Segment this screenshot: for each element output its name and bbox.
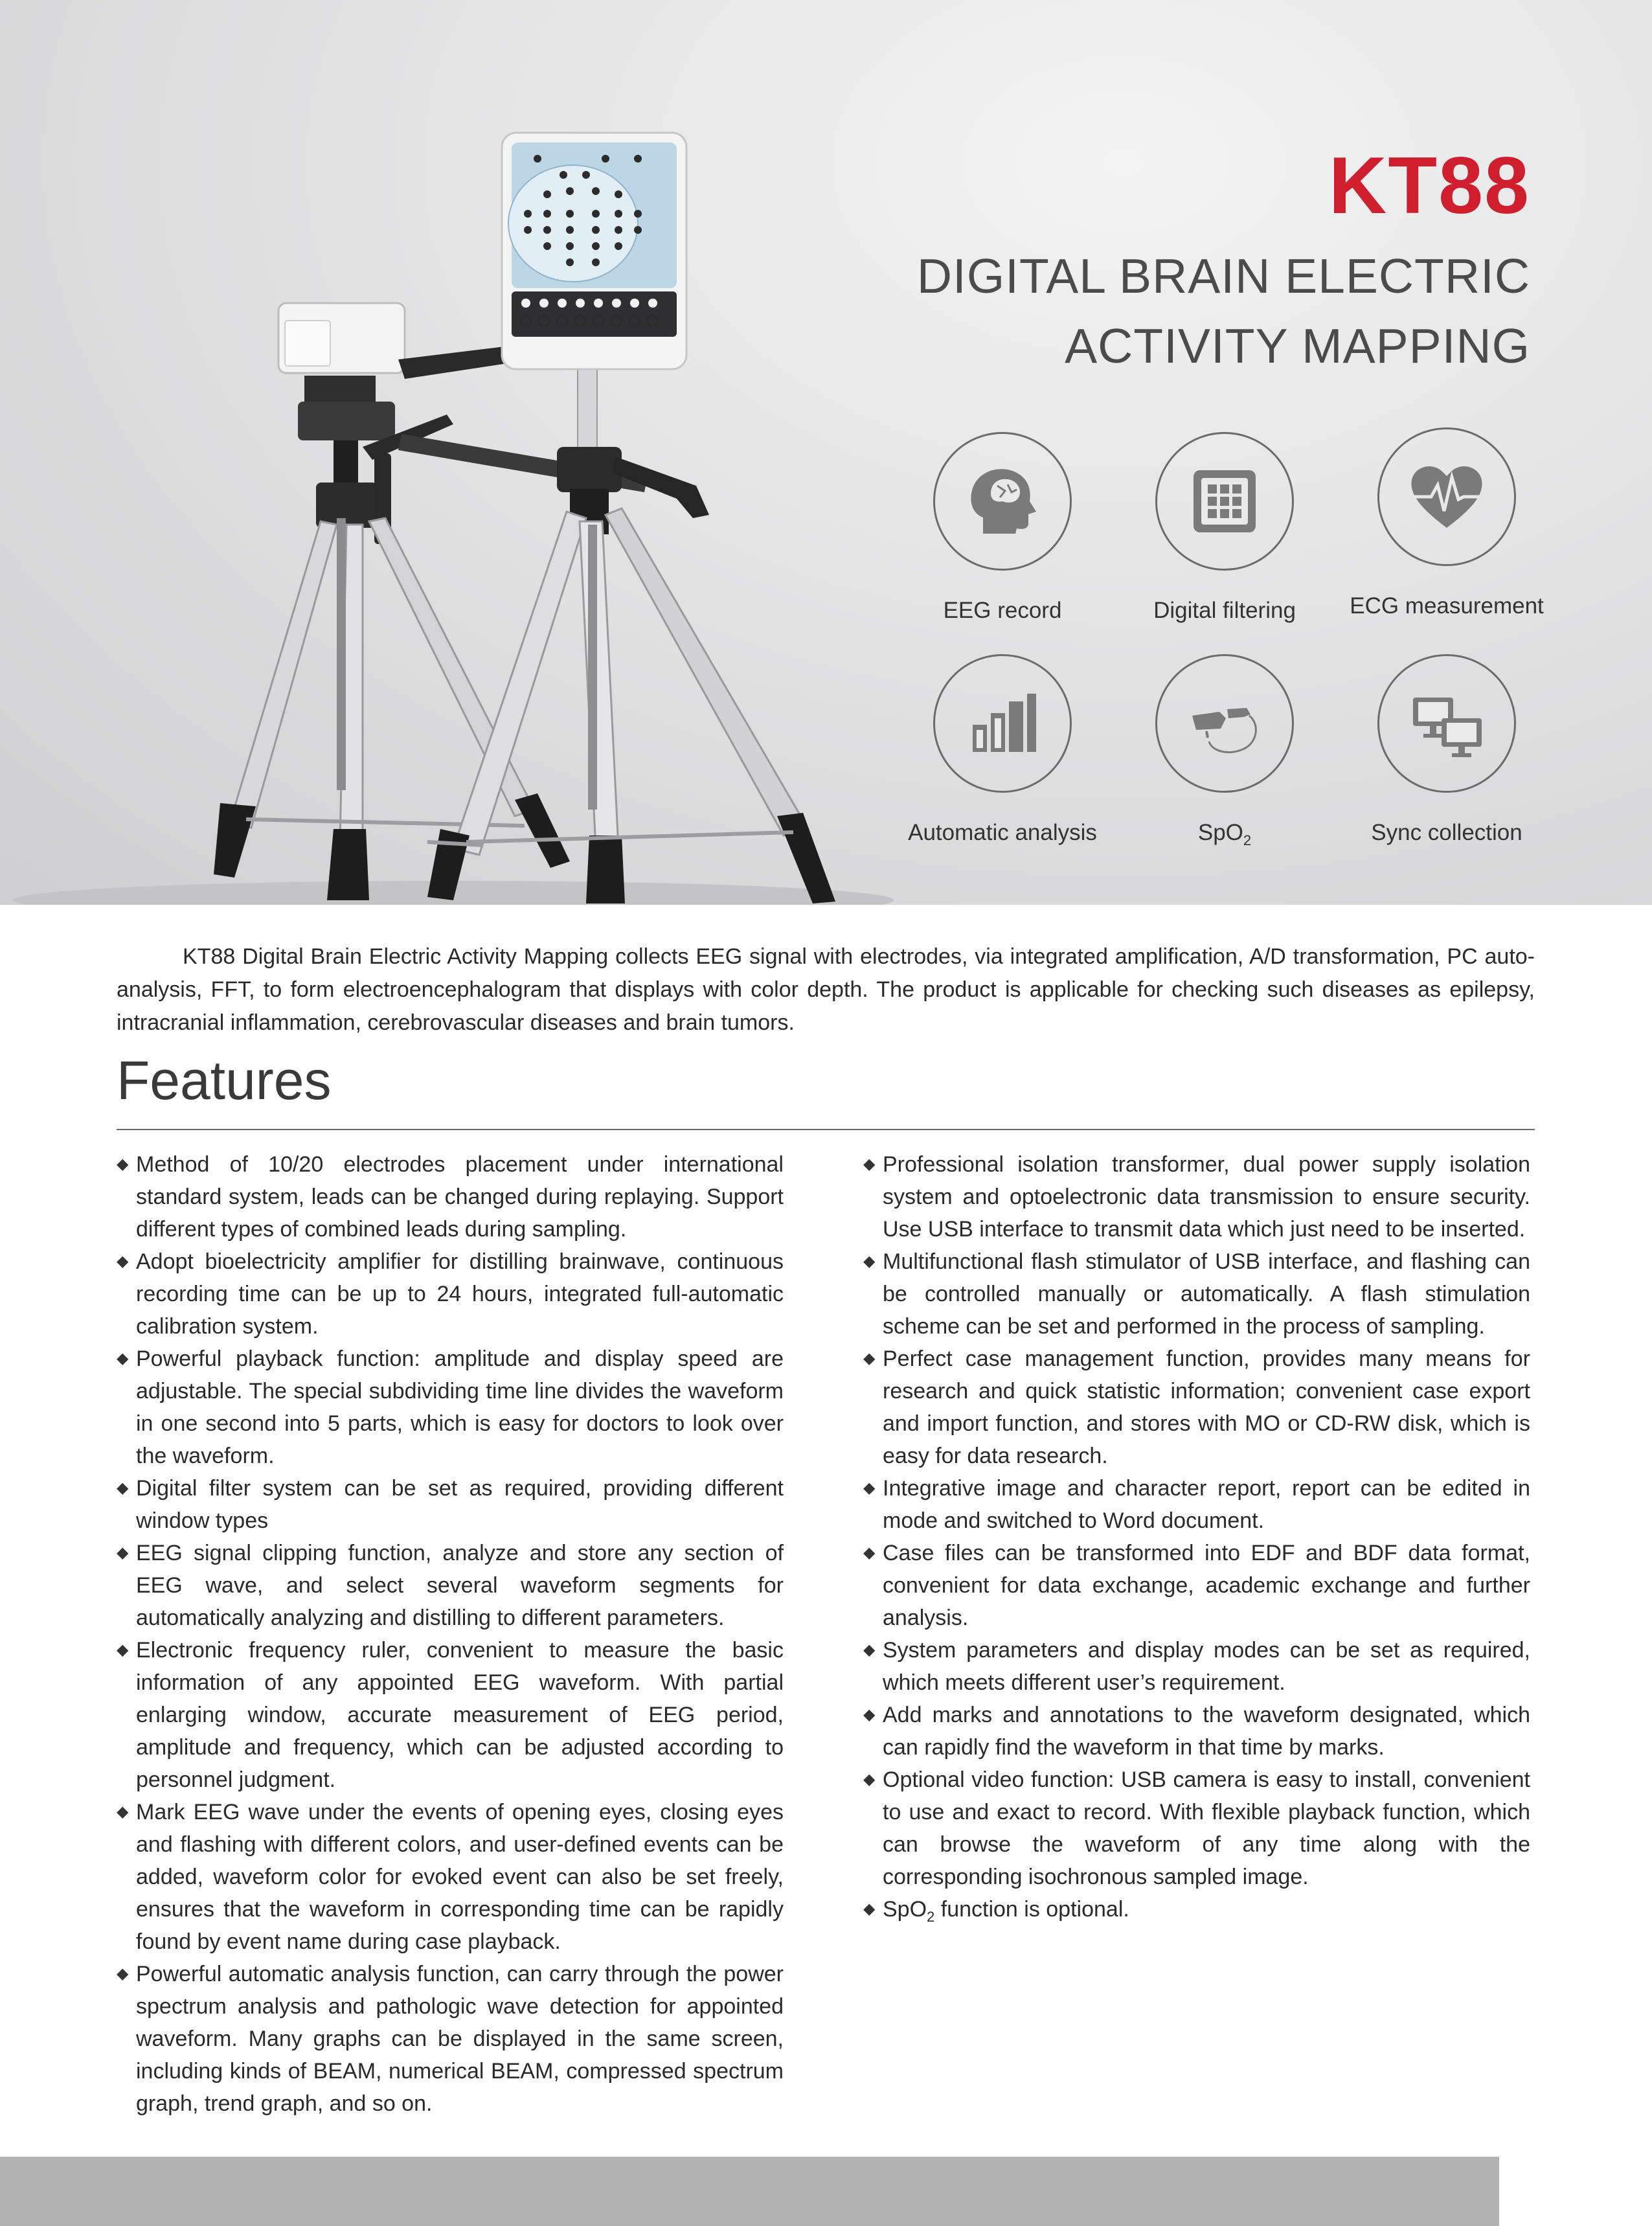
list-item: ◆ SpO$_2$ function is optional. xyxy=(863,1893,1530,1933)
grid-chip-icon xyxy=(1179,456,1270,547)
features-list-right xyxy=(863,1148,1530,1933)
list-item: ◆ Case files can be transformed into EDF and BDF data format, convenient for data exchange, academic exchange and further analysis. xyxy=(863,1537,1530,1634)
icon-label: Sync collection xyxy=(1371,820,1522,845)
subtitle-line-2: ACTIVITY MAPPING xyxy=(1065,319,1530,373)
product-subtitle xyxy=(818,241,1530,381)
list-item: ◆ Mark EEG wave under the events of opening eyes, closing eyes and flashing with different colors, and user-defined events can be added, waveform color for evoked event can also be set freely, ensures that the waveform in corresponding time can be rapidly found by event name during case playback. xyxy=(117,1796,784,1958)
list-item: ◆ Optional video function: USB camera is easy to install, convenient to use and exact to record. With flexible playback function, which can browse the waveform of any time along with the corresponding isochronous sampled image. xyxy=(863,1764,1530,1893)
list-item: ◆ Powerful automatic analysis function, can carry through the power spectrum analysis and pathologic wave detection for appointed waveform. Many graphs can be displayed in the same screen, including kinds of BEAM, numerical BEAM, compressed spectrum graph, trend graph, and so on. xyxy=(117,1958,784,2120)
list-item: ◆ EEG signal clipping function, analyze and store any section of EEG wave, and select several waveform segments for automatically analyzing and distilling to different parameters. xyxy=(117,1537,784,1634)
icon-label: Digital filtering xyxy=(1153,598,1296,623)
icon-label: EEG record xyxy=(943,598,1062,623)
flash-stimulator-tripod xyxy=(214,303,570,900)
list-item: ◆ Adopt bioelectricity amplifier for distilling brainwave, continuous recording time can be up to 24 hours, integrated full-automatic calibration system. xyxy=(117,1245,784,1343)
intro-paragraph: KT88 Digital Brain Electric Activity Mapping collects EEG signal with electrodes, via integrated amplification, A/D transformation, PC auto-analysis, FFT, to form electroencephalogram that displays with color depth. The product is applicable for checking such diseases as epilepsy, intracranial inflammation, cerebrovascular diseases and brain tumors. xyxy=(117,944,1535,1035)
feature-automatic-analysis xyxy=(886,654,1119,846)
heart-pulse-icon xyxy=(1401,451,1492,542)
feature-eeg-record xyxy=(886,432,1119,624)
finger-clip-sensor-icon xyxy=(1179,678,1270,769)
features-heading: Features xyxy=(117,1050,332,1111)
feature-sync-collection xyxy=(1330,654,1563,846)
icon-label: Automatic analysis xyxy=(908,820,1097,845)
feature-spo2 xyxy=(1108,654,1341,849)
list-item: ◆ Integrative image and character report, report can be edited in mode and switched to Word document. xyxy=(863,1472,1530,1537)
list-item: ◆ Multifunctional flash stimulator of USB interface, and flashing can be controlled manually or automatically. A flash stimulation scheme can be set and performed in the process of sampling. xyxy=(863,1245,1530,1343)
list-item: ◆ Method of 10/20 electrodes placement under international standard system, leads can be changed during replaying. Support different types of combined leads during sampling. xyxy=(117,1148,784,1245)
feature-digital-filtering xyxy=(1108,432,1341,624)
list-item: ◆ Digital filter system can be set as required, providing different window types xyxy=(117,1472,784,1537)
list-item: ◆ System parameters and display modes can be set as required, which meets different user’s requirement. xyxy=(863,1634,1530,1699)
head-brain-icon xyxy=(957,456,1048,547)
two-monitors-icon xyxy=(1401,678,1492,769)
bar-chart-icon xyxy=(957,678,1048,769)
eeg-headbox-tripod xyxy=(398,133,835,903)
list-item: ◆ Professional isolation transformer, dual power supply isolation system and optoelectronic data transmission to ensure security. Use USB interface to transmit data which just need to be inserted. xyxy=(863,1148,1530,1245)
model-name: KT88 xyxy=(1328,141,1530,231)
hero-banner xyxy=(0,0,1652,905)
feature-ecg-measurement xyxy=(1330,427,1563,619)
list-item: ◆ Perfect case management function, provides many means for research and quick statistic information; convenient case export and import function, and stores with MO or CD-RW disk, which is easy for data research. xyxy=(863,1343,1530,1472)
icon-label: SpO$_2$ xyxy=(1197,820,1252,848)
footer-bar xyxy=(0,2157,1499,2226)
device-illustration xyxy=(0,0,939,905)
list-item: ◆ Add marks and annotations to the waveform designated, which can rapidly find the waveform in that time by marks. xyxy=(863,1699,1530,1764)
section-divider xyxy=(117,1129,1535,1130)
features-list-left xyxy=(117,1148,784,2120)
list-item: ◆ Powerful playback function: amplitude and display speed are adjustable. The special subdividing time line divides the waveform in one second into 5 parts, which is easy for doctors to look over the waveform. xyxy=(117,1343,784,1472)
icon-label: ECG measurement xyxy=(1350,593,1544,619)
list-item: ◆ Electronic frequency ruler, convenient to measure the basic information of any appointed EEG waveform. With partial enlarging window, accurate measurement of EEG period, amplitude and frequency, which can be adjusted according to personnel judgment. xyxy=(117,1634,784,1796)
subtitle-line-1: DIGITAL BRAIN ELECTRIC xyxy=(916,249,1530,303)
